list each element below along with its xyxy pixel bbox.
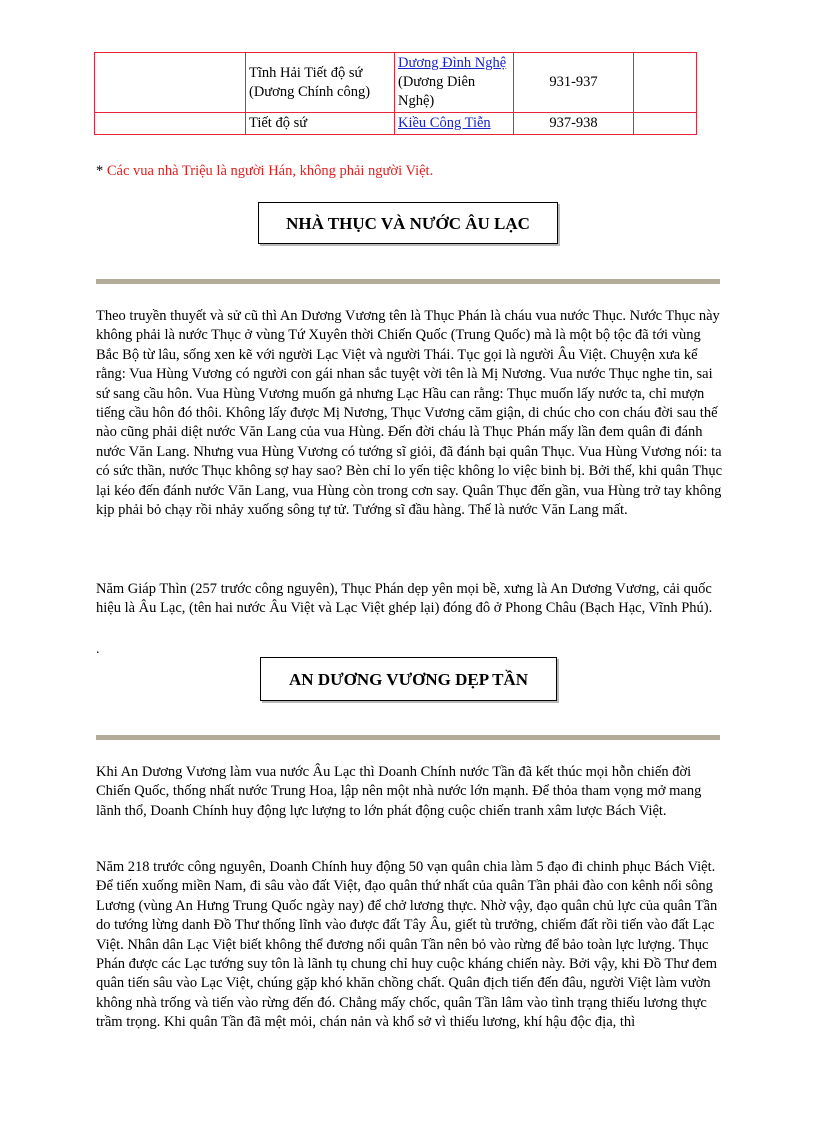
table-cell-name: [395, 113, 514, 135]
horizontal-divider: [96, 735, 720, 740]
table-cell-empty: [634, 53, 697, 113]
ruler-link[interactable]: Kiều Công Tiễn: [398, 115, 491, 131]
trieu-dynasty-note: [96, 163, 433, 180]
table-cell-years: 937-938: [514, 113, 634, 135]
table-cell-title: Tiết độ sứ: [246, 113, 395, 135]
table-cell-title: Tĩnh Hải Tiết độ sứ (Dương Chính công): [246, 53, 395, 113]
table-cell-empty: [634, 113, 697, 135]
trailing-dot: .: [96, 642, 100, 657]
section-heading-an-duong-vuong: AN DƯƠNG VƯƠNG DẸP TẦN: [260, 657, 557, 701]
paragraph: Năm 218 trước công nguyên, Doanh Chính huy động 50 vạn quân chia làm 5 đạo đi chinh phục Bách Việt. Để tiến xuống miền Nam, đi sâu vào đất Việt, đạo quân thứ nhất của quân Tần phải đào con kênh nối sông Lương (vùng An Hưng Trung Quốc ngày nay) để chở lương thực. Nhờ vậy, đạo quân chủ lực của quân Tần do tướng lừng danh Đồ Thư thống lĩnh vào được đất Tây Âu, giết tù trưởng, chiếm đất rồi tiến vào đất Lạc Việt. Nhân dân Lạc Việt biết không thể đương nổi quân Tần nên bỏ vào rừng để bảo toàn lực lượng. Thục Phán được các Lạc tướng suy tôn là lãnh tụ chung chỉ huy cuộc kháng chiến này. Bởi vậy, khi Đồ Thư đem quân tiến sâu vào Lạc Việt, chúng gặp khó khăn chồng chất. Quân địch tiến đến đâu, người Việt làm vườn không nhà trống và tiến vào rừng đến đó. Chẳng mấy chốc, quân Tần lâm vào tình trạng thiếu lương thực trầm trọng. Khi quân Tần đã mệt mỏi, chán nản và khổ sở vì thiếu lương, khí hậu độc địa, thì: [96, 859, 718, 1031]
note-text: Các vua nhà Triệu là người Hán, không phải người Việt.: [103, 163, 434, 179]
table-cell-empty: [95, 53, 246, 113]
table-row: [95, 53, 697, 113]
table-cell-empty: [95, 113, 246, 135]
paragraph: Khi An Dương Vương làm vua nước Âu Lạc thì Doanh Chính nước Tần đã kết thúc mọi hỗn chiến đời Chiến Quốc, thống nhất nước Trung Hoa, lập nên một nhà nước lớn mạnh. Để thỏa tham vọng mở mang lãnh thổ, Doanh Chính huy động lực lượng to lớn phát động cuộc chiến tranh xâm lược Bách Việt.: [96, 764, 702, 819]
table-row: [95, 113, 697, 135]
section-heading-thuc-au-lac: NHÀ THỤC VÀ NƯỚC ÂU LẠC: [258, 202, 558, 244]
ruler-link[interactable]: Dương Đình Nghệ: [398, 55, 507, 71]
table-cell-years: 931-937: [514, 53, 634, 113]
horizontal-divider: [96, 279, 720, 284]
paragraph: Theo truyền thuyết và sử cũ thì An Dương Vương tên là Thục Phán là cháu vua nước Thục. Nước Thục này không phải là nước Thục ở vùng Tứ Xuyên thời Chiến Quốc (Trung Quốc) mà là một bộ tộc đã tới vùng Bắc Bộ từ lâu, sống xen kẽ với người Lạc Việt và người Thái. Tục gọi là người Âu Việt. Chuyện xưa kể rằng: Vua Hùng Vương có người con gái nhan sắc tuyệt vời tên là Mị Nương. Vua nước Thục nghe tin, sai sứ sang cầu hôn. Vua Hùng Vương muốn gả nhưng Lạc Hầu can rằng: Thục muốn lấy nước ta, chỉ mượn tiếng cầu hôn đó thôi. Không lấy được Mị Nương, Thục Vương căm giận, di chúc cho con cháu đời sau thế nào cũng phải diệt nước Văn Lang của vua Hùng. Đến đời cháu là Thục Phán mấy lần đem quân đi đánh nước Văn Lang. Nhưng vua Hùng Vương có tướng sĩ giỏi, đã đánh bại quân Thục. Vua Hùng Vương nói: ta có sức thần, nước Thục không sợ hay sao? Bèn chỉ lo yến tiệc không lo việc binh bị. Bởi thế, khi quân Thục lại kéo đến đánh nước Văn Lang, vua Hùng còn trong cơn say. Quân Thục đến gần, vua Hùng trở tay không kịp phải bỏ chạy rồi nhảy xuống sông tự tử. Tướng sĩ đầu hàng. Thế là nước Văn Lang mất.: [96, 308, 723, 519]
rulers-table: [94, 52, 697, 135]
note-asterisk: *: [96, 163, 104, 179]
ruler-alias: (Dương Diên Nghệ): [398, 74, 476, 109]
paragraph: Năm Giáp Thìn (257 trước công nguyên), Thục Phán dẹp yên mọi bề, xưng là An Dương Vương, cải quốc hiệu là Âu Lạc, (tên hai nước Âu Việt và Lạc Việt ghép lại) đóng đô ở Phong Châu (Bạch Hạc, Vĩnh Phú).: [96, 581, 713, 617]
table-cell-name: [395, 53, 514, 113]
